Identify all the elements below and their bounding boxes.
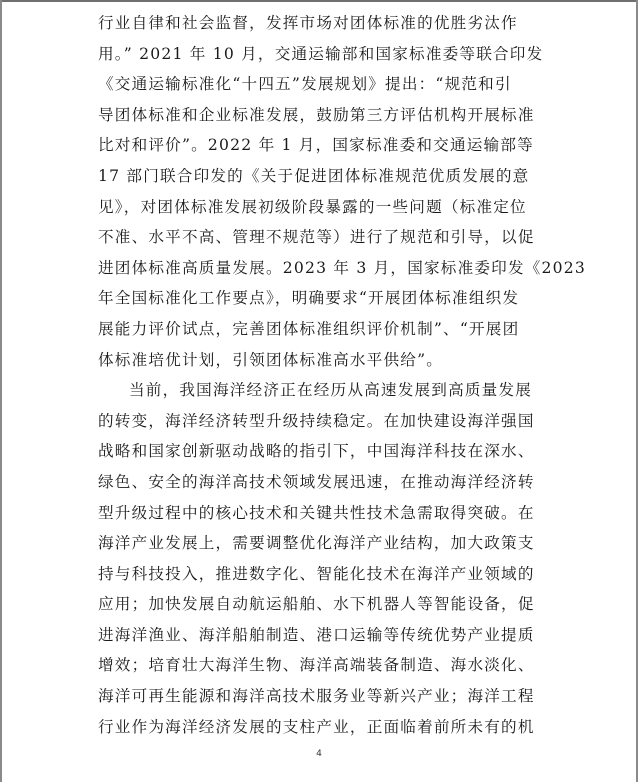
text-line: 年全国标准化工作要点》，明确要求“开展团体标准组织发: [98, 289, 520, 308]
document-body: [98, 8, 587, 742]
text-line: 持与科技投入，推进数字化、智能化技术在海洋产业领域的: [98, 564, 535, 583]
text-line: 用。” 2021 年 10 月，交通运输部和国家标准委等联合印发: [98, 44, 544, 63]
text-line: 进团体标准高质量发展。2023 年 3 月，国家标准委印发《2023: [98, 258, 587, 277]
page-number: 4: [316, 749, 322, 759]
paragraph-start-line: 当前，我国海洋经济正在经历从高速发展到高质量发展: [129, 381, 533, 400]
text-line: 比对和评价”。2022 年 1 月，国家标准委和交通运输部等: [98, 136, 534, 155]
text-line: 见》，对团体标准发展初级阶段暴露的一些问题（标准定位: [98, 197, 527, 216]
text-line: 《交通运输标准化“十四五”发展规划》提出：“规范和引: [98, 75, 512, 94]
text-line: 行业自律和社会监督，发挥市场对团体标准的优胜劣汰作: [98, 14, 518, 32]
text-line: 绿色、安全的海洋高技术领域发展迅速，在推动海洋经济转: [98, 472, 535, 491]
text-line: 的转变，海洋经济转型升级持续稳定。在加快建设海洋强国: [98, 411, 535, 430]
text-line: 体标准培优计划，引领团体标准高水平供给”。: [98, 350, 444, 369]
text-line: 增效；培育壮大海洋生物、海洋高端装备制造、海水淡化、: [98, 656, 535, 675]
text-line: 行业作为海洋经济发展的支柱产业，正面临着前所未有的机: [98, 717, 535, 736]
page-top-border: [0, 0, 638, 2]
text-line: 海洋产业发展上，需要调整优化海洋产业结构，加大政策支: [98, 534, 535, 553]
text-line: 17 部门联合印发的《关于促进团体标准规范优质发展的意: [98, 166, 530, 185]
text-line: 进海洋渔业、海洋船舶制造、港口运输等传统优势产业提质: [98, 625, 535, 644]
text-line: 展能力评价试点，完善团体标准组织评价机制”、“开展团: [98, 319, 520, 338]
text-line: 导团体标准和企业标准发展，鼓励第三方评估机构开展标准: [98, 105, 535, 124]
text-line: 不准、水平不高、管理不规范等）进行了规范和引导，以促: [98, 228, 535, 247]
text-line: 战略和国家创新驱动战略的指引下，中国海洋科技在深水、: [98, 442, 535, 461]
text-line: 海洋可再生能源和海洋高技术服务业等新兴产业；海洋工程: [98, 687, 535, 706]
text-line: 应用；加快发展自动航运船舶、水下机器人等智能设备，促: [98, 595, 535, 614]
page-left-border: [0, 0, 2, 782]
text-line: 型升级过程中的核心技术和关键共性技术急需取得突破。在: [98, 503, 535, 522]
